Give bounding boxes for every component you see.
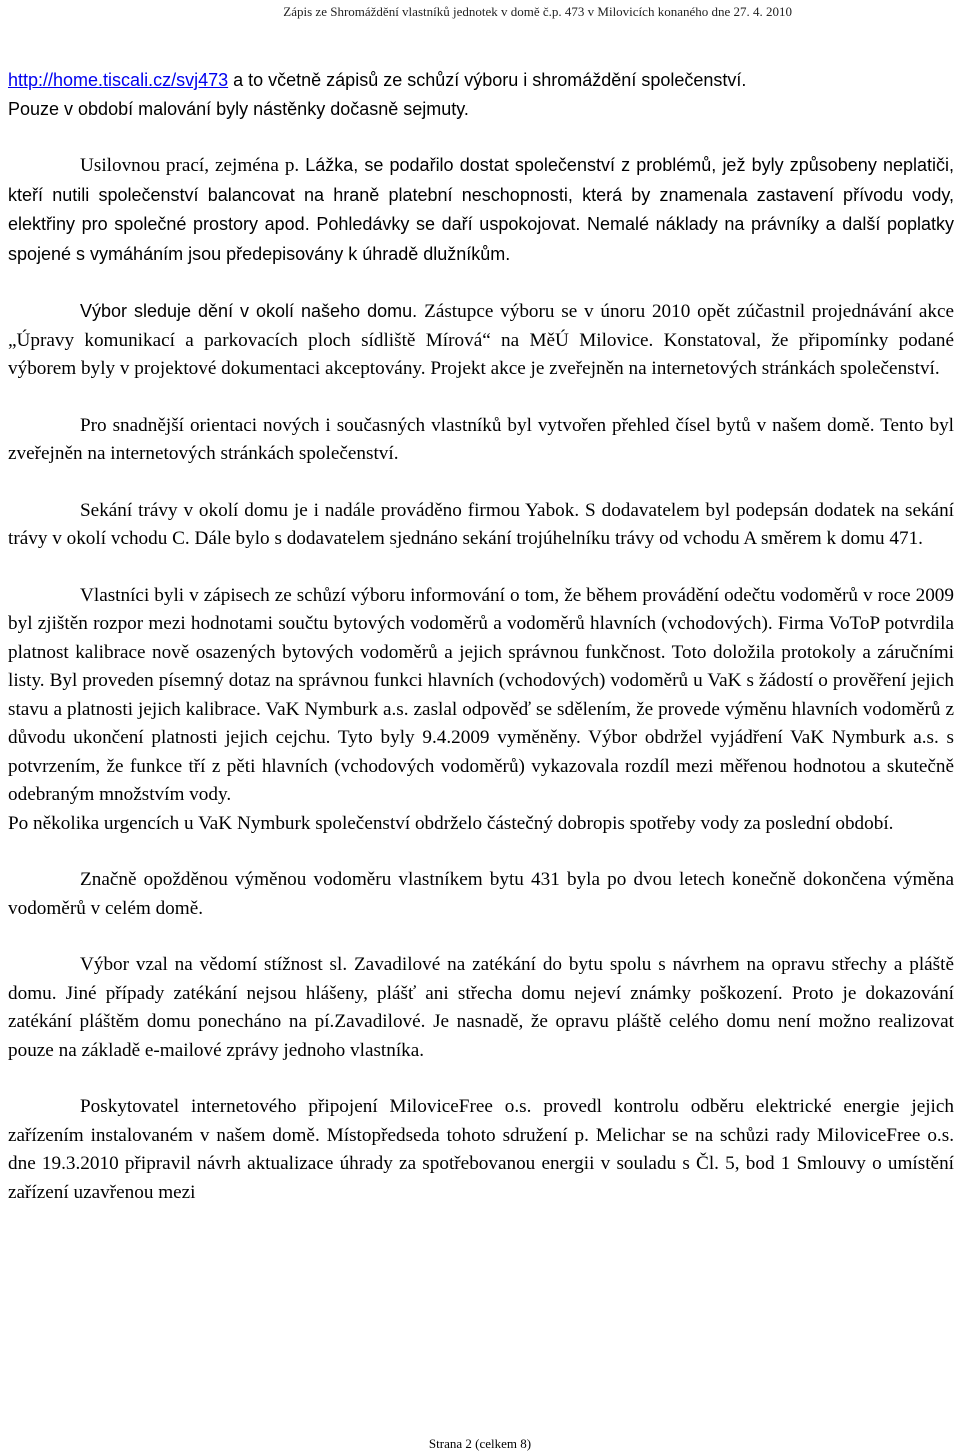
page-header: Zápis ze Shromáždění vlastníků jednotek v domě č.p. 473 v Milovicích konaného dne 27. 4. 2010: [283, 4, 792, 19]
debtors-text-sans: Lážka, se podařilo dostat společenství z problémů, jež byly způsobeny neplatiči, kteří nutili společenství balancovat na hraně platební neschopnosti, která by znamenala zastavení přívodu vody, elektřiny pro společné prostory apod. Pohledávky se daří uspokojovat. Nemalé náklady na právníky a další poplatky spojené s vymáháním jsou předepisovány k úhradě dlužníkům.: [8, 155, 955, 264]
paragraph-grass-mowing: Sekání trávy v okolí domu je i nadále prováděno firmou Yabok. S dodavatelem byl podepsán dodatek na sekání trávy v okolí vchodu C. Dále bylo s dodavatelem sjednáno sekání trojúhelníku trávy od vchodu A směrem k domu 471.: [8, 499, 954, 549]
website-text-line2: Pouze v období malování byly nástěnky dočasně sejmuty.: [8, 98, 469, 119]
paragraph-debtors: [8, 151, 954, 269]
paragraph-internet-provider: Poskytovatel internetového připojení MiloviceFree o.s. provedl kontrolu odběru elektrické energie jejich zařízením instalovaném v našem domě. Místopředseda tohoto sdružení p. Melichar se na schůzi rady MiloviceFree o.s. dne 19.3.2010 připravil návrh aktualizace úhrady za spotřebovanou energii v souladu s Čl. 5, bod 1 Smlouvy o umístění zařízení uzavřenou mezi: [8, 1096, 954, 1203]
page-number: Strana 2 (celkem 8): [428, 1436, 532, 1451]
debtors-text-serif: Usilovnou prací, zejména p.: [80, 155, 306, 176]
document-body: [8, 66, 954, 1207]
paragraph-surroundings: [8, 297, 954, 384]
surroundings-text-sans: Výbor sleduje dění v okolí našeho domu.: [80, 301, 425, 321]
website-link[interactable]: http://home.tiscali.cz/svj473: [8, 70, 229, 90]
surroundings-text-serif: Zástupce výboru se v únoru 2010 opět zúčastnil projednávání akce „Úpravy komunikací a parkovacích ploch sídliště Mírová“ na MěÚ Milovice. Konstatoval, že připomínky podané výborem byly v projektové dokumentaci akceptovány. Projekt akce je zveřejněn na internetových stránkách společenství.: [8, 301, 954, 379]
paragraph-website: [8, 66, 954, 123]
paragraph-meter-replacement: Značně opožděnou výměnou vodoměru vlastníkem bytu 431 byla po dvou letech konečně dokončena výměna vodoměrů v celém domě.: [8, 869, 954, 919]
paragraph-flat-overview: Pro snadnější orientaci nových i současných vlastníků byl vytvořen přehled čísel bytů v našem domě. Tento byl zveřejněn na internetových stránkách společenství.: [8, 414, 954, 464]
paragraph-credit-note: Po několika urgencích u VaK Nymburk společenství obdrželo částečný dobropis spotřeby vody za poslední období.: [8, 812, 894, 834]
paragraph-complaint: Výbor vzal na vědomí stížnost sl. Zavadilové na zatékání do bytu spolu s návrhem na opravu střechy a pláště domu. Jiné případy zatékání nejsou hlášeny, plášť ani střecha domu nejeví známky poškození. Proto je dokazování zatékání pláštěm domu ponecháno na pí.Zavadilové. Je nasnadě, že opravu pláště celého domu není možno realizovat pouze na základě e-mailové zprávy jednoho vlastníka.: [8, 954, 954, 1061]
website-text: a to včetně zápisů ze schůzí výboru i shromáždění společenství.: [228, 70, 747, 90]
paragraph-water-meters: Vlastníci byli v zápisech ze schůzí výboru informování o tom, že během provádění odečtu vodoměrů v roce 2009 byl zjištěn rozpor mezi hodnotami součtu bytových vodoměrů a vodoměrů hlavních (vchodových). Firma VoToP potvrdila platnost kalibrace nově osazených bytových vodoměrů a jejich správnou funkčnost. Toto doložila protokoly a záručními listy. Byl proveden písemný dotaz na správnou funkci hlavních (vchodových) vodoměrů u VaK s žádostí o prověření jejich stavu a platnosti jejich kalibrace. VaK Nymburk a.s. zaslal odpověď se sdělením, že provede výměnu hlavních vodoměrů z důvodu ukončení platnosti jejich cejchu. Tyto byly 9.4.2009 vyměněny. Výbor obdržel vyjádření VaK Nymburk a.s. s potvrzením, že funkce tří z pěti hlavních (vchodových vodoměrů) vykazovala rozdíl mezi měřenou hodnotou a skutečně odebraným množstvím vody.: [8, 584, 954, 805]
